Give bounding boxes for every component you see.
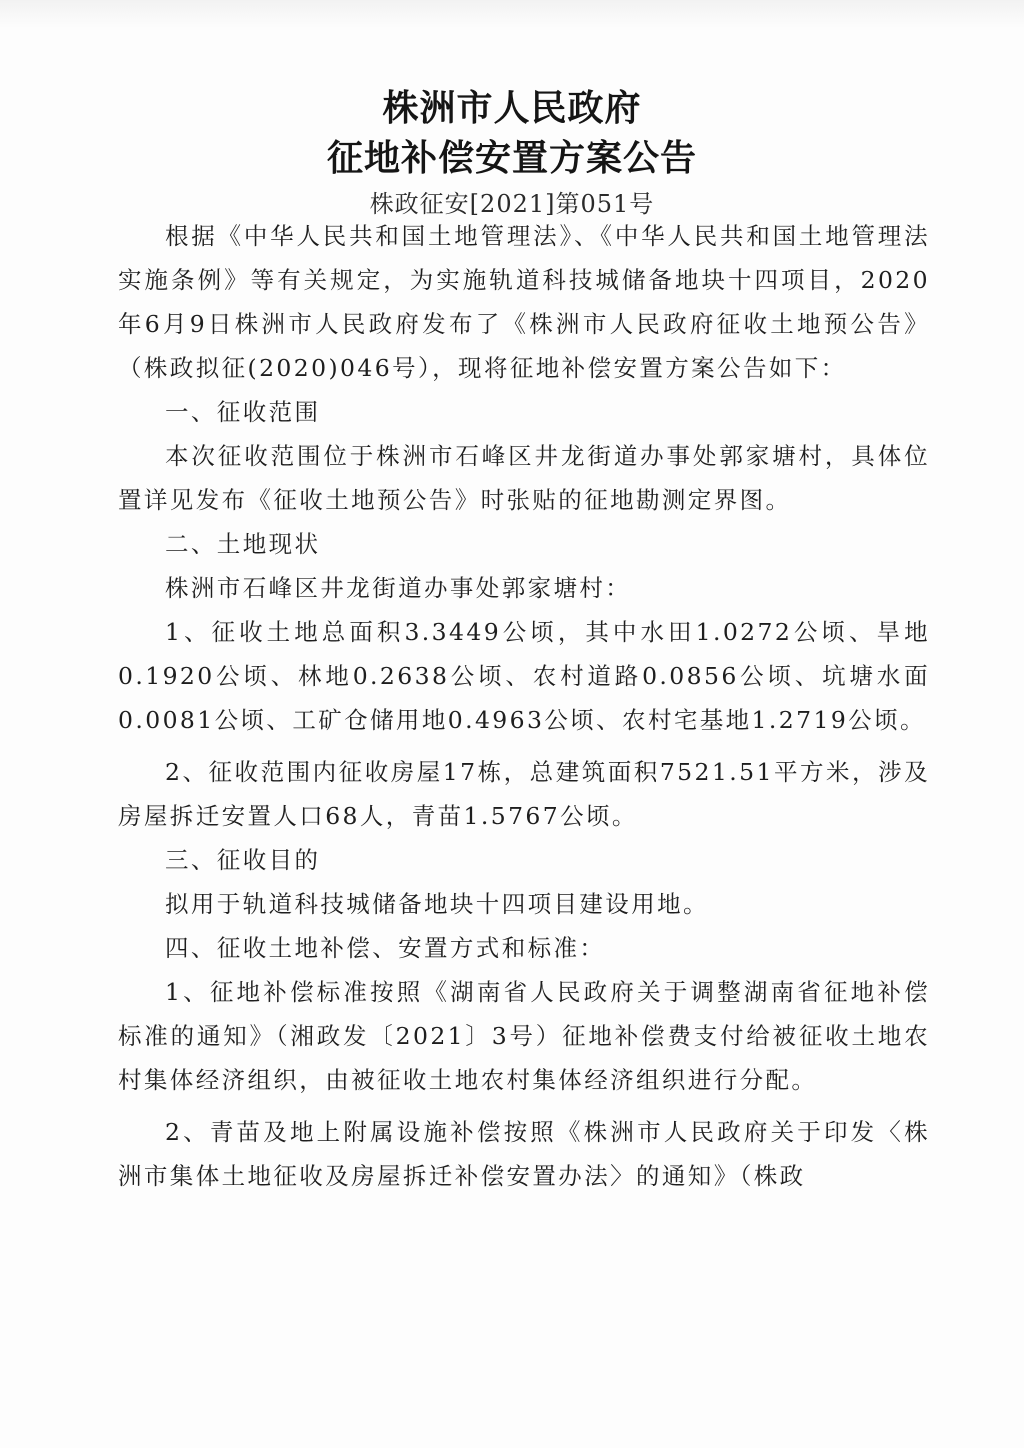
section-heading-purpose: 三、征收目的 [165,846,321,874]
section-heading-compensation: 四、征收土地补偿、安置方式和标准： [165,934,606,962]
land-status-item-2: 2、征收范围内征收房屋17栋，总建筑面积7521.51平方米，涉及房屋拆迁安置人口68人，青苗1.5767公顷。 [118,758,930,830]
document-number: 株政征安[2021]第051号 [369,190,655,218]
document-body [118,214,930,1198]
purpose-paragraph: 拟用于轨道科技城储备地块十四项目建设用地。 [165,890,709,918]
compensation-item-1: 1、征地补偿标准按照《湖南省人民政府关于调整湖南省征地补偿标准的通知》（湘政发〔2021〕3号）征地补偿费支付给被征收土地农村集体经济组织，由被征收土地农村集体经济组织进行分配。 [118,978,930,1094]
intro-paragraph: 根据《中华人民共和国土地管理法》、《中华人民共和国土地管理法实施条例》等有关规定，为实施轨道科技城储备地块十四项目，2020年6月9日株洲市人民政府发布了《株洲市人民政府征收土地预公告》（株政拟征(2020)046号），现将征地补偿安置方案公告如下： [118,222,930,382]
land-status-location: 株洲市石峰区井龙街道办事处郭家塘村： [165,574,632,602]
section-heading-land-status: 二、土地现状 [165,530,321,558]
section-heading-scope: 一、征收范围 [165,398,321,426]
scan-edge [0,0,1024,28]
document-title-line-2: 征地补偿安置方案公告 [326,138,697,179]
land-status-item-1: 1、征收土地总面积3.3449公顷，其中水田1.0272公顷、旱地0.1920公顷、林地0.2638公顷、农村道路0.0856公顷、坑塘水面0.0081公顷、工矿仓储用地0.4963公顷、农村宅基地1.2719公顷。 [118,618,930,734]
scope-paragraph: 本次征收范围位于株洲市石峰区井龙街道办事处郭家塘村，具体位置详见发布《征收土地预公告》时张贴的征地勘测定界图。 [118,442,930,514]
document-title-line-1: 株洲市人民政府 [382,88,642,129]
compensation-item-2: 2、青苗及地上附属设施补偿按照《株洲市人民政府关于印发〈株洲市集体土地征收及房屋拆迁补偿安置办法〉的通知》（株政 [118,1118,930,1190]
